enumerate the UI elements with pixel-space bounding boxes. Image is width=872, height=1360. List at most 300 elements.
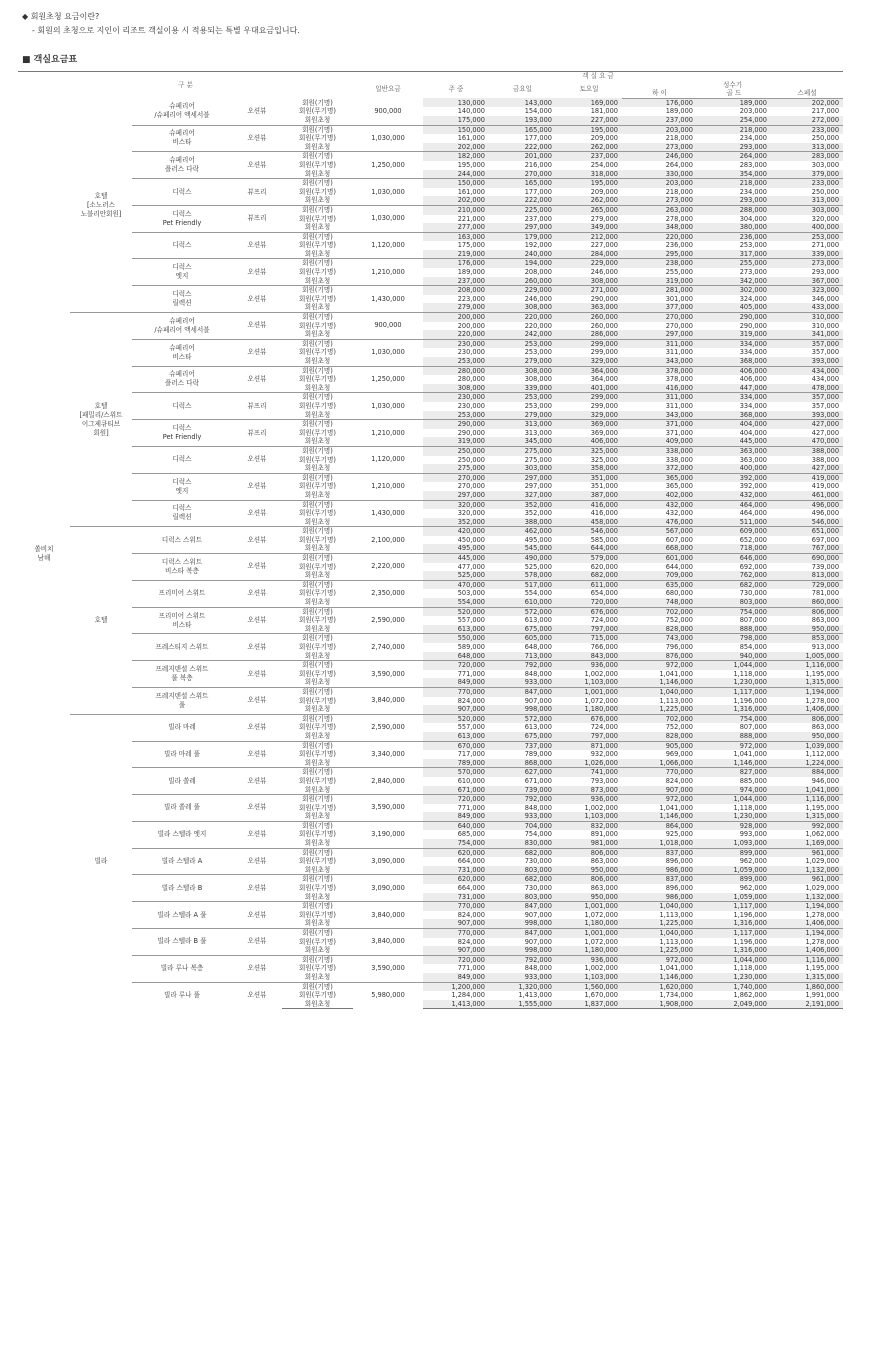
rate-cell: 962,000 <box>739 857 767 866</box>
rate-cell: 849,000 <box>423 973 489 982</box>
room-view: 오션뷰 <box>232 313 282 340</box>
rate-cell: 803,000 <box>489 893 556 902</box>
rate-cell: 496,000 <box>771 500 843 509</box>
normal-rate: 2,840,000 <box>353 768 423 795</box>
rate-cell: 273,000 <box>771 259 843 268</box>
rate-cell: 998,000 <box>489 705 556 714</box>
rate-cell: 1,278,000 <box>805 910 840 919</box>
rate-cell: 264,000 <box>665 160 693 169</box>
section-title: ■ 객실요금표 <box>22 55 78 65</box>
rate-cell: 796,000 <box>665 643 693 651</box>
member-type: 회원초청 <box>304 490 331 499</box>
rate-cell: 279,000 <box>489 411 556 420</box>
rate-cell: 675,000 <box>489 625 556 634</box>
rate-cell: 377,000 <box>622 303 697 312</box>
rate-cell: 803,000 <box>489 866 556 875</box>
rate-cell: 752,000 <box>665 723 693 732</box>
room-type: 디럭스 릴렉션 <box>132 286 232 313</box>
member-type: 회원(기명) <box>282 929 353 938</box>
rate-cell: 271,000 <box>556 286 622 295</box>
rate-cell: 860,000 <box>771 598 843 607</box>
rate-cell: 1,670,000 <box>584 991 618 1000</box>
rate-cell: 195,000 <box>457 160 485 169</box>
rate-cell: 221,000 <box>457 214 485 223</box>
rate-cell: 961,000 <box>771 875 843 884</box>
rate-cell: 299,000 <box>590 348 618 357</box>
header-room-rates: 객 실 요 금 <box>353 72 843 81</box>
rate-cell: 279,000 <box>590 214 618 223</box>
member-type: 회원(무기명) <box>299 134 336 143</box>
normal-rate: 1,030,000 <box>353 205 423 232</box>
member-type: 회원(무기명) <box>299 643 336 651</box>
rate-cell: 270,000 <box>622 313 697 322</box>
member-type: 회원초청 <box>304 972 331 981</box>
rate-cell: 671,000 <box>423 786 489 795</box>
header-gold: 골 드 <box>697 89 771 98</box>
rate-cell: 246,000 <box>590 268 618 277</box>
rate-cell: 644,000 <box>556 544 622 553</box>
rate-cell: 304,000 <box>739 214 767 223</box>
rate-cell: 363,000 <box>697 446 771 455</box>
rate-cell: 203,000 <box>622 125 697 134</box>
rate-cell: 610,000 <box>457 776 485 785</box>
rate-cell: 246,000 <box>524 294 552 303</box>
rate-cell: 828,000 <box>622 625 697 634</box>
rate-cell: 635,000 <box>622 580 697 589</box>
member-type: 회원초청 <box>304 517 331 526</box>
rate-cell: 748,000 <box>622 598 697 607</box>
rate-cell: 478,000 <box>771 384 843 393</box>
rate-cell: 1,862,000 <box>733 991 767 1000</box>
rate-cell: 253,000 <box>524 401 552 410</box>
member-type: 회원(무기명) <box>299 348 336 357</box>
rate-cell: 311,000 <box>622 339 697 348</box>
rate-cell: 163,000 <box>423 232 489 241</box>
rate-cell: 420,000 <box>423 527 489 536</box>
normal-rate: 1,210,000 <box>353 420 423 447</box>
rate-cell: 1,146,000 <box>622 973 697 982</box>
rate-cell: 1,315,000 <box>771 678 843 687</box>
rate-cell: 1,316,000 <box>697 946 771 955</box>
member-type: 회원(기명) <box>282 661 353 670</box>
table-row <box>18 714 843 723</box>
rate-cell: 1,316,000 <box>697 705 771 714</box>
rate-cell: 648,000 <box>423 652 489 661</box>
normal-rate: 3,840,000 <box>353 902 423 929</box>
rate-cell: 357,000 <box>771 339 843 348</box>
rate-cell: 379,000 <box>771 170 843 179</box>
room-view: 오션뷰 <box>232 795 282 822</box>
rate-cell: 297,000 <box>622 330 697 339</box>
rate-cell: 1,002,000 <box>584 803 618 812</box>
member-type: 회원초청 <box>304 169 331 178</box>
member-type: 회원초청 <box>304 276 331 285</box>
rate-cell: 200,000 <box>457 321 485 330</box>
table-row <box>18 152 843 161</box>
rate-cell: 1,180,000 <box>556 946 622 955</box>
room-view: 오션뷰 <box>232 232 282 259</box>
room-type: 슈페리어 비스타 <box>132 125 232 152</box>
rate-cell: 330,000 <box>622 170 697 179</box>
rate-cell: 380,000 <box>697 223 771 232</box>
rate-cell: 848,000 <box>524 964 552 973</box>
rate-cell: 589,000 <box>457 643 485 651</box>
rate-cell: 405,000 <box>697 303 771 312</box>
room-view: 뷰프리 <box>232 420 282 447</box>
table-row <box>18 98 843 107</box>
rate-cell: 496,000 <box>811 509 840 518</box>
room-view: 오션뷰 <box>232 152 282 179</box>
rate-cell: 1,039,000 <box>771 741 843 750</box>
normal-rate: 3,840,000 <box>353 929 423 956</box>
rate-cell: 320,000 <box>423 500 489 509</box>
rate-cell: 416,000 <box>622 384 697 393</box>
rate-cell: 863,000 <box>811 723 840 732</box>
rate-cell: 933,000 <box>489 678 556 687</box>
table-row <box>18 259 843 268</box>
rate-cell: 863,000 <box>590 857 618 866</box>
normal-rate: 3,090,000 <box>353 848 423 875</box>
rate-cell: 236,000 <box>665 241 693 250</box>
rate-cell: 1,315,000 <box>771 973 843 982</box>
rate-cell: 260,000 <box>590 321 618 330</box>
rate-cell: 1,230,000 <box>697 678 771 687</box>
rate-cell: 209,000 <box>590 134 618 143</box>
table-row <box>18 580 843 589</box>
rate-cell: 237,000 <box>622 116 697 125</box>
member-type: 회원초청 <box>282 1000 353 1009</box>
rate-cell: 223,000 <box>457 294 485 303</box>
rate-cell: 219,000 <box>423 250 489 259</box>
member-type: 회원초청 <box>304 865 331 874</box>
member-type: 회원(무기명) <box>299 857 336 866</box>
rate-cell: 1,005,000 <box>771 652 843 661</box>
member-type: 회원초청 <box>304 303 331 312</box>
rate-cell: 1,041,000 <box>659 803 693 812</box>
rate-cell: 272,000 <box>771 116 843 125</box>
rate-cell: 280,000 <box>457 375 485 384</box>
header-peak: 성수기 <box>722 80 743 89</box>
rate-cell: 697,000 <box>811 535 840 544</box>
member-type: 회원(무기명) <box>299 294 336 303</box>
room-type: 빌라 스텔라 A 풀 <box>132 902 232 929</box>
rate-cell: 793,000 <box>590 776 618 785</box>
rate-cell: 1,196,000 <box>733 910 767 919</box>
rate-cell: 928,000 <box>697 821 771 830</box>
rate-cell: 907,000 <box>423 705 489 714</box>
rate-cell: 1,406,000 <box>771 919 843 928</box>
table-row <box>18 875 843 884</box>
member-type: 회원(기명) <box>282 232 353 241</box>
room-type: 슈페리어 /슈페리어 액세서블 <box>154 102 210 120</box>
rate-cell: 325,000 <box>556 446 622 455</box>
rate-cell: 388,000 <box>771 446 843 455</box>
rate-cell: 807,000 <box>739 616 767 625</box>
rate-cell: 1,195,000 <box>805 803 840 812</box>
rate-cell: 262,000 <box>556 143 622 152</box>
rate-cell: 260,000 <box>489 277 556 286</box>
rate-cell: 320,000 <box>811 214 840 223</box>
rate-cell: 1,093,000 <box>697 839 771 848</box>
rate-cell: 1,113,000 <box>659 910 693 919</box>
rate-cell: 363,000 <box>739 455 767 464</box>
rate-cell: 868,000 <box>489 759 556 768</box>
rate-cell: 202,000 <box>423 196 489 205</box>
rate-cell: 303,000 <box>771 205 843 214</box>
rate-cell: 345,000 <box>489 437 556 446</box>
room-type: 슈페리어 비스타 <box>132 339 232 366</box>
rate-cell: 907,000 <box>524 910 552 919</box>
member-type: 회원(무기명) <box>299 723 336 732</box>
rate-cell: 311,000 <box>665 348 693 357</box>
rate-cell: 476,000 <box>622 518 697 527</box>
rate-cell: 579,000 <box>556 554 622 563</box>
rate-cell: 320,000 <box>457 509 485 518</box>
rate-cell: 404,000 <box>697 420 771 429</box>
rate-cell: 511,000 <box>697 518 771 527</box>
member-type: 회원(무기명) <box>299 187 336 196</box>
rate-cell: 357,000 <box>771 393 843 402</box>
rate-cell: 297,000 <box>423 491 489 500</box>
room-view: 오션뷰 <box>232 955 282 982</box>
rate-cell: 1,132,000 <box>771 866 843 875</box>
rate-cell: 828,000 <box>622 732 697 741</box>
rate-cell: 378,000 <box>665 375 693 384</box>
rate-cell: 873,000 <box>556 786 622 795</box>
rate-cell: 1,284,000 <box>451 991 485 1000</box>
member-type: 회원초청 <box>304 571 331 580</box>
rate-cell: 427,000 <box>811 428 840 437</box>
rate-cell: 279,000 <box>423 303 489 312</box>
normal-rate: 900,000 <box>353 313 423 340</box>
room-view: 오션뷰 <box>232 607 282 634</box>
rate-cell: 253,000 <box>489 393 556 402</box>
room-rate-table <box>18 71 843 1009</box>
rate-cell: 387,000 <box>556 491 622 500</box>
rate-cell: 302,000 <box>697 286 771 295</box>
member-type: 회원초청 <box>304 731 331 740</box>
rate-cell: 275,000 <box>423 464 489 473</box>
rate-cell: 192,000 <box>524 241 552 250</box>
member-type: 회원초청 <box>304 678 331 687</box>
member-type: 회원(기명) <box>282 366 353 375</box>
rate-cell: 209,000 <box>590 187 618 196</box>
rate-cell: 813,000 <box>771 571 843 580</box>
intro-description: - 회원의 초청으로 지인이 리조트 객실이용 시 적용되는 특별 우대요금입니다. <box>32 26 300 35</box>
rate-cell: 229,000 <box>556 259 622 268</box>
rate-cell: 365,000 <box>622 473 697 482</box>
rate-cell: 837,000 <box>622 848 697 857</box>
rate-cell: 1,406,000 <box>771 946 843 955</box>
room-type: 디럭스 <box>132 393 232 420</box>
rate-cell: 1,029,000 <box>805 884 840 893</box>
member-type: 회원(기명) <box>282 473 353 482</box>
rate-cell: 1,044,000 <box>697 795 771 804</box>
normal-rate: 1,430,000 <box>353 500 423 527</box>
rate-cell: 762,000 <box>697 571 771 580</box>
rate-cell: 771,000 <box>457 803 485 812</box>
member-type: 회원(기명) <box>282 982 353 991</box>
rate-cell: 1,837,000 <box>556 1000 622 1009</box>
table-row <box>18 554 843 563</box>
rate-cell: 253,000 <box>489 339 556 348</box>
rate-cell: 1,117,000 <box>697 929 771 938</box>
table-row <box>18 125 843 134</box>
member-type: 회원(무기명) <box>299 910 336 919</box>
rate-cell: 847,000 <box>489 929 556 938</box>
rate-cell: 1,117,000 <box>697 902 771 911</box>
rate-cell: 295,000 <box>622 250 697 259</box>
member-type: 회원(무기명) <box>299 107 336 116</box>
rate-cell: 664,000 <box>457 884 485 893</box>
rate-cell: 371,000 <box>622 420 697 429</box>
rate-cell: 313,000 <box>524 428 552 437</box>
rate-cell: 863,000 <box>811 616 840 625</box>
rate-cell: 176,000 <box>423 259 489 268</box>
intro-title: ◆ 회원초청 요금이란? <box>22 12 100 21</box>
member-type: 회원초청 <box>304 785 331 794</box>
rate-cell: 950,000 <box>556 866 622 875</box>
room-view: 오션뷰 <box>232 821 282 848</box>
table-row <box>18 366 843 375</box>
rate-cell: 1,225,000 <box>622 919 697 928</box>
normal-rate: 3,090,000 <box>353 875 423 902</box>
room-type: 디럭스 <box>132 179 232 206</box>
rate-cell: 720,000 <box>423 955 489 964</box>
member-type: 회원(기명) <box>282 152 353 161</box>
rate-cell: 179,000 <box>489 232 556 241</box>
rate-cell: 342,000 <box>697 277 771 286</box>
room-type: 디럭스 릴렉션 <box>132 500 232 527</box>
rate-cell: 709,000 <box>622 571 697 580</box>
rate-cell: 324,000 <box>739 294 767 303</box>
rate-cell: 234,000 <box>739 134 767 143</box>
normal-rate: 3,590,000 <box>353 955 423 982</box>
rate-cell: 220,000 <box>622 232 697 241</box>
table-row <box>18 607 843 616</box>
rate-cell: 363,000 <box>556 303 622 312</box>
rate-cell: 517,000 <box>489 580 556 589</box>
rate-cell: 253,000 <box>423 357 489 366</box>
member-type: 회원초청 <box>304 357 331 365</box>
table-row <box>18 527 843 536</box>
rate-cell: 246,000 <box>622 152 697 161</box>
room-view: 뷰프리 <box>232 179 282 206</box>
rate-cell: 229,000 <box>489 286 556 295</box>
rate-cell: 210,000 <box>423 205 489 214</box>
normal-rate: 1,430,000 <box>353 286 423 313</box>
rate-cell: 427,000 <box>771 420 843 429</box>
rate-cell: 1,413,000 <box>518 991 552 1000</box>
rate-cell: 201,000 <box>489 152 556 161</box>
rate-cell: 853,000 <box>771 634 843 643</box>
rate-cell: 550,000 <box>423 634 489 643</box>
rate-cell: 936,000 <box>556 795 622 804</box>
rate-cell: 150,000 <box>423 179 489 188</box>
rate-cell: 208,000 <box>423 286 489 295</box>
rate-cell: 348,000 <box>622 223 697 232</box>
member-type: 회원초청 <box>304 437 331 446</box>
room-view: 오션뷰 <box>232 661 282 688</box>
rate-cell: 260,000 <box>556 313 622 322</box>
room-view: 오션뷰 <box>232 929 282 956</box>
rate-cell: 293,000 <box>697 196 771 205</box>
rate-cell: 273,000 <box>739 268 767 277</box>
rate-cell: 702,000 <box>622 607 697 616</box>
rate-cell: 981,000 <box>556 839 622 848</box>
rate-cell: 270,000 <box>457 482 485 491</box>
rate-cell: 470,000 <box>771 437 843 446</box>
rate-cell: 303,000 <box>489 464 556 473</box>
room-type: 디럭스 Pet Friendly <box>132 205 232 232</box>
rate-cell: 477,000 <box>457 562 485 571</box>
rate-cell: 668,000 <box>622 544 697 553</box>
rate-cell: 690,000 <box>771 554 843 563</box>
member-type: 회원(기명) <box>282 821 353 830</box>
rate-cell: 189,000 <box>665 107 693 116</box>
rate-cell: 416,000 <box>590 509 618 518</box>
rate-cell: 849,000 <box>423 678 489 687</box>
member-type: 회원(무기명) <box>299 241 336 250</box>
rate-cell: 1,040,000 <box>622 902 697 911</box>
rate-cell: 177,000 <box>524 134 552 143</box>
rate-cell: 290,000 <box>697 313 771 322</box>
rate-cell: 969,000 <box>665 750 693 759</box>
rate-cell: 293,000 <box>811 268 840 277</box>
rate-cell: 195,000 <box>556 125 622 134</box>
rate-cell: 854,000 <box>739 643 767 651</box>
rate-cell: 286,000 <box>556 330 622 339</box>
rate-cell: 724,000 <box>590 616 618 625</box>
rate-table-container <box>18 71 843 1009</box>
room-type: 빌라 마레 풀 <box>132 741 232 768</box>
rate-cell: 601,000 <box>622 554 697 563</box>
rate-cell: 203,000 <box>739 107 767 116</box>
table-row <box>18 795 843 804</box>
rate-cell: 339,000 <box>771 250 843 259</box>
room-view: 뷰프리 <box>232 393 282 420</box>
member-type: 회원(기명) <box>282 554 353 563</box>
rate-cell: 907,000 <box>622 786 697 795</box>
rate-cell: 871,000 <box>556 741 622 750</box>
rate-cell: 932,000 <box>590 750 618 759</box>
rate-cell: 354,000 <box>697 170 771 179</box>
room-type: 프리미어 스위트 비스타 <box>132 607 232 634</box>
rate-cell: 175,000 <box>423 116 489 125</box>
member-type: 회원(무기명) <box>299 214 336 223</box>
rate-cell: 334,000 <box>697 339 771 348</box>
rate-cell: 974,000 <box>697 786 771 795</box>
room-view: 오션뷰 <box>247 106 267 115</box>
room-type: 빌라 쏠레 풀 <box>132 795 232 822</box>
rate-cell: 682,000 <box>697 580 771 589</box>
rate-cell: 545,000 <box>489 544 556 553</box>
rate-cell: 357,000 <box>811 401 840 410</box>
member-type: 회원(무기명) <box>299 321 336 330</box>
rate-cell: 233,000 <box>771 125 843 134</box>
member-type: 회원(무기명) <box>299 535 336 544</box>
rate-cell: 308,000 <box>524 375 552 384</box>
rate-cell: 290,000 <box>457 428 485 437</box>
rate-cell: 664,000 <box>457 857 485 866</box>
rate-cell: 792,000 <box>489 661 556 670</box>
member-type: 회원(무기명) <box>299 160 336 169</box>
rate-cell: 253,000 <box>771 232 843 241</box>
rate-cell: 1,040,000 <box>622 687 697 696</box>
rate-cell: 824,000 <box>457 910 485 919</box>
rate-cell: 720,000 <box>556 598 622 607</box>
rate-cell: 253,000 <box>423 411 489 420</box>
